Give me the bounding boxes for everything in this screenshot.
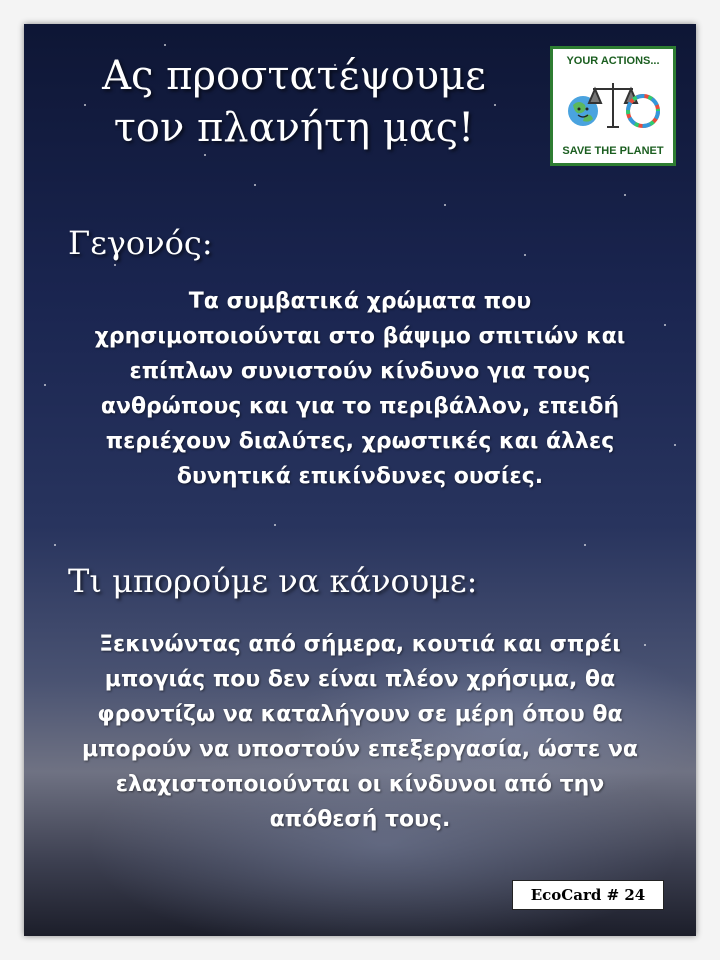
fact-line: επίπλων συνιστούν κίνδυνο για τους: [129, 359, 591, 384]
ecocard-number-badge: EcoCard # 24: [512, 880, 664, 910]
fact-line: περιέχουν διαλύτες, χρωστικές και άλλες: [105, 429, 615, 454]
star: [254, 184, 256, 186]
fact-line: ανθρώπους και για το περιβάλλον, επειδή: [100, 394, 620, 419]
action-line: Ξεκινώντας από σήμερα, κουτιά και σπρέι: [99, 632, 621, 657]
eco-card: [24, 24, 696, 936]
fact-line: Τα συμβατικά χρώματα που: [188, 289, 532, 314]
action-paragraph: [40, 627, 680, 837]
people-circle-icon: [628, 96, 658, 126]
star: [274, 524, 276, 526]
logo-top-text: YOUR ACTIONS...: [566, 55, 660, 67]
logo-illustration: [563, 71, 663, 137]
fact-line: χρησιμοποιούνται στο βάψιμο σπιτιών και: [94, 324, 626, 349]
action-line: μπογιάς που δεν είναι πλέον χρήσιμα, θα: [104, 667, 616, 692]
star: [524, 254, 526, 256]
save-the-planet-logo: [550, 46, 676, 166]
star: [584, 544, 586, 546]
star: [444, 204, 446, 206]
action-line: ελαχιστοποιούνται οι κίνδυνοι από την: [115, 772, 605, 797]
action-line: φροντίζω να καταλήγουν σε μέρη όπου θα: [97, 702, 623, 727]
logo-bottom-text: SAVE THE PLANET: [562, 145, 664, 157]
star: [54, 544, 56, 546]
star: [164, 44, 166, 46]
action-line: απόθεσή τους.: [269, 807, 451, 832]
title-line-1: Ας προστατέψουμε: [102, 53, 486, 99]
fact-line: δυνητικά επικίνδυνες ουσίες.: [176, 464, 544, 489]
fact-paragraph: [40, 284, 680, 494]
star: [204, 154, 206, 156]
page-title: [64, 50, 524, 154]
action-line: μπορούν να υποστούν επεξεργασία, ώστε να: [81, 737, 639, 762]
title-line-2: τον πλανήτη μας!: [113, 105, 475, 151]
action-heading: Τι μπορούμε να κάνουμε:: [68, 562, 478, 600]
star: [114, 264, 116, 266]
fact-heading: Γεγονός:: [68, 224, 213, 262]
star: [624, 194, 626, 196]
